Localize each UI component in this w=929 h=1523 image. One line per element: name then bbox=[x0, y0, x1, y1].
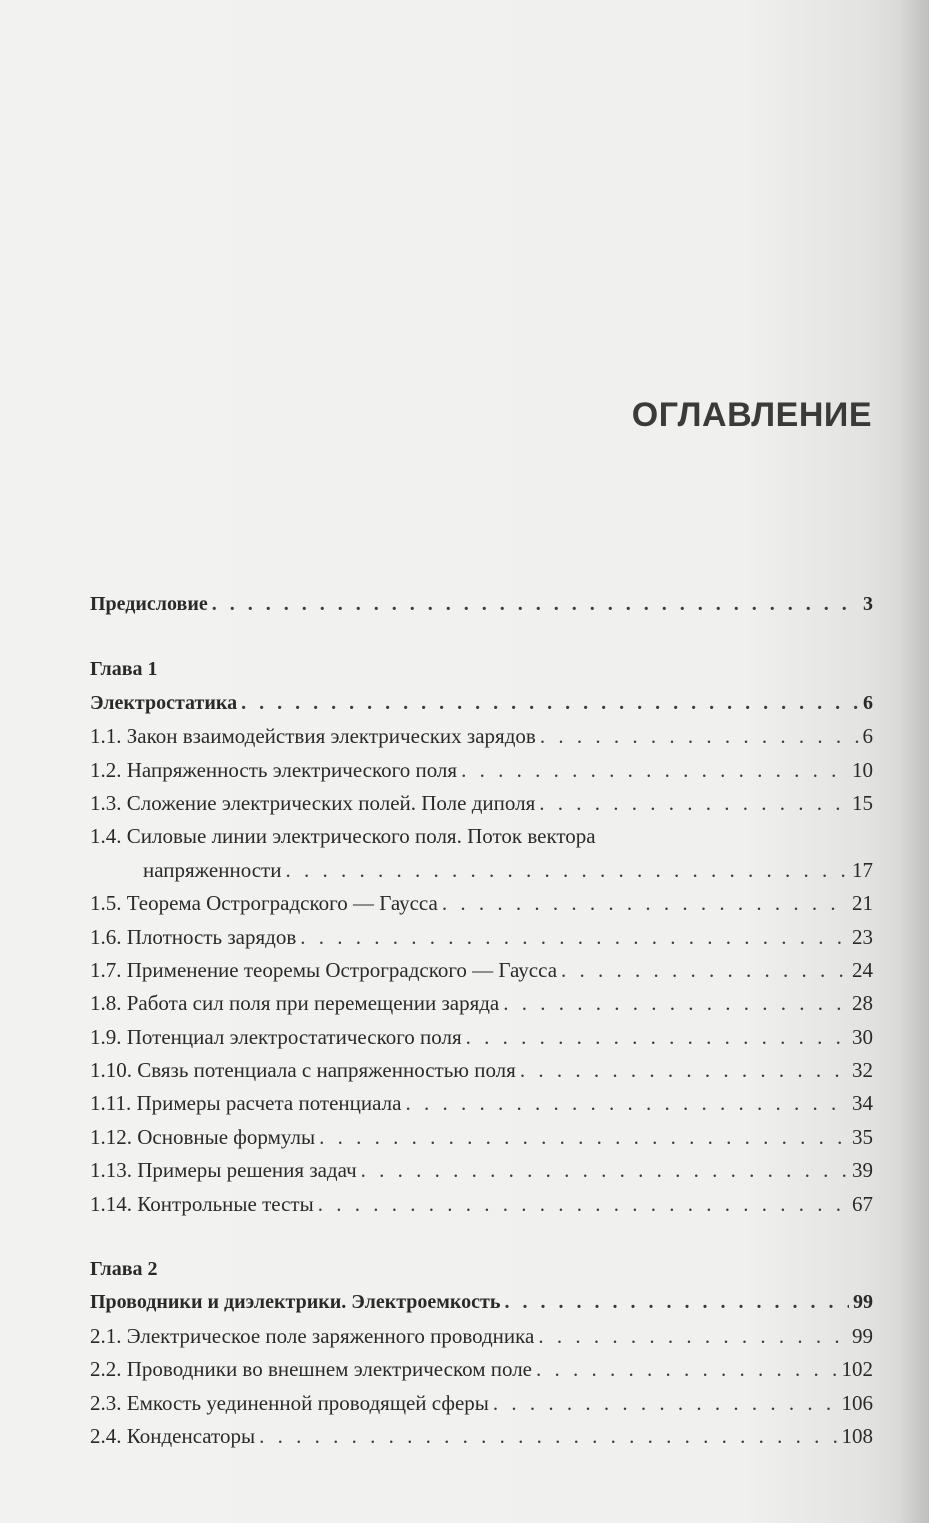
leader-dots bbox=[361, 1154, 848, 1187]
toc-entry-label bbox=[90, 1188, 314, 1221]
toc-page-number: 108 bbox=[841, 1423, 873, 1448]
toc-entry-label bbox=[90, 1087, 401, 1120]
toc-entry-preface bbox=[90, 588, 873, 621]
toc-entry-title: Основные формулы bbox=[137, 1124, 316, 1149]
table-of-contents bbox=[90, 588, 873, 1453]
toc-entry-number: 2.4. bbox=[90, 1423, 122, 1448]
toc-entry-multiline bbox=[90, 820, 873, 853]
toc-entry-title: Проводники во внешнем электрическом поле bbox=[126, 1357, 532, 1382]
leader-dots bbox=[493, 1387, 838, 1420]
toc-entry bbox=[90, 1188, 873, 1221]
toc-entry-title: Примеры решения задач bbox=[137, 1158, 357, 1183]
toc-page-number: 99 bbox=[852, 1323, 873, 1348]
toc-page-number: 32 bbox=[852, 1058, 873, 1083]
toc-entry-number: 2.1. bbox=[90, 1323, 122, 1348]
leader-dots bbox=[212, 588, 859, 621]
toc-entry-label bbox=[90, 1420, 255, 1453]
spacer bbox=[90, 621, 873, 653]
toc-entry-number: 1.5. bbox=[90, 891, 122, 916]
toc-entry-number: 1.13. bbox=[90, 1158, 132, 1183]
toc-entry-title: Работа сил поля при перемещении заряда bbox=[126, 991, 500, 1016]
toc-entry-label bbox=[90, 1021, 462, 1054]
toc-entry-label bbox=[90, 1054, 516, 1087]
leader-dots bbox=[466, 1021, 848, 1054]
toc-entry bbox=[90, 754, 873, 787]
toc-entry-number: 1.1. bbox=[90, 724, 122, 749]
chapter-label: Глава 2 bbox=[90, 1258, 158, 1281]
toc-entry-title: Напряженность электрического поля bbox=[126, 757, 458, 782]
toc-entry-title: Контрольные тесты bbox=[137, 1191, 314, 1216]
toc-entry-label bbox=[90, 787, 535, 820]
leader-dots bbox=[300, 921, 848, 954]
toc-entry-label bbox=[90, 1154, 357, 1187]
toc-entry bbox=[90, 1087, 873, 1120]
toc-entry-number: 1.2. bbox=[90, 757, 122, 782]
toc-entry-title: Примеры расчета потенциала bbox=[136, 1091, 402, 1116]
toc-entry-title: Потенциал электростатического поля bbox=[126, 1024, 462, 1049]
toc-entry-label bbox=[90, 1387, 489, 1420]
toc-entry-title: Силовые линии электрического поля. Поток вектора bbox=[126, 824, 596, 849]
leader-dots bbox=[539, 787, 848, 820]
toc-entry bbox=[90, 1021, 873, 1054]
toc-entry-title: Электрическое поле заряженного проводника bbox=[126, 1323, 535, 1348]
chapter-1-sections bbox=[90, 720, 873, 1221]
toc-entry-title: Применение теоремы Остроградского — Гаусса bbox=[126, 957, 558, 982]
toc-entry bbox=[90, 1320, 873, 1353]
toc-entry-title-continued: напряженности bbox=[143, 857, 282, 882]
toc-entry bbox=[90, 1121, 873, 1154]
toc-entry-number: 1.11. bbox=[90, 1091, 132, 1116]
toc-page-number: 30 bbox=[852, 1024, 873, 1049]
leader-dots bbox=[540, 720, 859, 753]
toc-page-number: 106 bbox=[841, 1390, 873, 1415]
toc-entry bbox=[90, 1154, 873, 1187]
toc-entry-number: 1.3. bbox=[90, 790, 122, 815]
toc-entry-title: Предисловие bbox=[90, 593, 208, 615]
toc-entry-label bbox=[90, 1320, 534, 1353]
toc-page-number: 10 bbox=[852, 757, 873, 782]
toc-page-number: 102 bbox=[841, 1357, 873, 1382]
toc-page-number: 28 bbox=[852, 991, 873, 1016]
toc-entry bbox=[90, 720, 873, 753]
toc-page-number: 67 bbox=[852, 1191, 873, 1216]
toc-page-number: 21 bbox=[852, 891, 873, 916]
toc-entry bbox=[90, 787, 873, 820]
toc-entry-title: Связь потенциала с напряженностью поля bbox=[137, 1058, 516, 1083]
toc-entry-title: Конденсаторы bbox=[126, 1423, 256, 1448]
toc-page-number: 6 bbox=[862, 724, 873, 749]
toc-page-number: 99 bbox=[853, 1291, 873, 1314]
toc-entry bbox=[90, 1387, 873, 1420]
toc-entry-title: Сложение электрических полей. Поле диполя bbox=[126, 790, 536, 815]
toc-entry-number: 1.10. bbox=[90, 1058, 132, 1083]
toc-entry bbox=[90, 954, 873, 987]
leader-dots bbox=[285, 854, 848, 887]
toc-entry-title: Емкость уединенной проводящей сферы bbox=[126, 1390, 489, 1415]
toc-entry-title: Электростатика bbox=[90, 691, 238, 714]
chapter-label: Глава 1 bbox=[90, 658, 158, 681]
toc-page-number: 39 bbox=[852, 1158, 873, 1183]
toc-entry-label bbox=[90, 987, 499, 1020]
toc-entry-label bbox=[90, 1121, 315, 1154]
toc-page-number: 15 bbox=[852, 790, 873, 815]
toc-entry-label bbox=[90, 921, 296, 954]
toc-entry-number: 1.7. bbox=[90, 957, 122, 982]
leader-dots bbox=[561, 954, 848, 987]
spacer bbox=[90, 1221, 873, 1253]
leader-dots bbox=[318, 1188, 848, 1221]
leader-dots bbox=[520, 1054, 848, 1087]
toc-entry bbox=[90, 1420, 873, 1453]
page-title: ОГЛАВЛЕНИЕ bbox=[631, 396, 872, 434]
toc-entry-label bbox=[90, 754, 457, 787]
toc-page-number: 35 bbox=[852, 1124, 873, 1149]
toc-entry-number: 1.6. bbox=[90, 924, 122, 949]
page-edge-shadow bbox=[899, 0, 929, 1523]
toc-page-number: 3 bbox=[863, 593, 873, 615]
toc-entry bbox=[90, 1054, 873, 1087]
toc-entry-title: Проводники и диэлектрики. Электроемкость bbox=[90, 1291, 501, 1314]
toc-entry-title: Закон взаимодействия электрических зарядов bbox=[126, 724, 536, 749]
toc-entry-title: Плотность зарядов bbox=[126, 924, 297, 949]
toc-entry bbox=[90, 887, 873, 920]
toc-entry-number: 1.8. bbox=[90, 991, 122, 1016]
toc-page-number: 24 bbox=[852, 957, 873, 982]
toc-page-number: 34 bbox=[852, 1091, 873, 1116]
toc-entry-title: Теорема Остроградского — Гаусса bbox=[126, 891, 438, 916]
toc-entry-number: 2.2. bbox=[90, 1357, 122, 1382]
leader-dots bbox=[259, 1420, 837, 1453]
toc-entry-label bbox=[90, 720, 536, 753]
toc-page-number: 23 bbox=[852, 924, 873, 949]
toc-entry-number: 1.4. bbox=[90, 824, 122, 849]
leader-dots bbox=[503, 987, 848, 1020]
toc-entry-number: 1.14. bbox=[90, 1191, 132, 1216]
toc-entry bbox=[90, 854, 873, 887]
toc-entry bbox=[90, 1353, 873, 1386]
toc-chapter-title bbox=[90, 687, 873, 720]
leader-dots bbox=[241, 687, 859, 720]
leader-dots bbox=[442, 887, 848, 920]
leader-dots bbox=[536, 1353, 838, 1386]
toc-entry-label bbox=[90, 954, 557, 987]
leader-dots bbox=[538, 1320, 848, 1353]
toc-entry-number: 1.9. bbox=[90, 1024, 122, 1049]
toc-entry-label bbox=[90, 887, 438, 920]
leader-dots bbox=[461, 754, 848, 787]
toc-page-number: 6 bbox=[863, 691, 873, 714]
toc-entry-number: 1.12. bbox=[90, 1124, 132, 1149]
toc-entry bbox=[90, 921, 873, 954]
toc-entry bbox=[90, 987, 873, 1020]
toc-page-number: 17 bbox=[852, 857, 873, 882]
toc-entry-number: 2.3. bbox=[90, 1390, 122, 1415]
leader-dots bbox=[405, 1087, 848, 1120]
toc-chapter-title bbox=[90, 1286, 873, 1319]
chapter-2-sections bbox=[90, 1320, 873, 1454]
leader-dots bbox=[504, 1286, 849, 1319]
leader-dots bbox=[319, 1121, 848, 1154]
toc-entry-label bbox=[90, 1353, 532, 1386]
